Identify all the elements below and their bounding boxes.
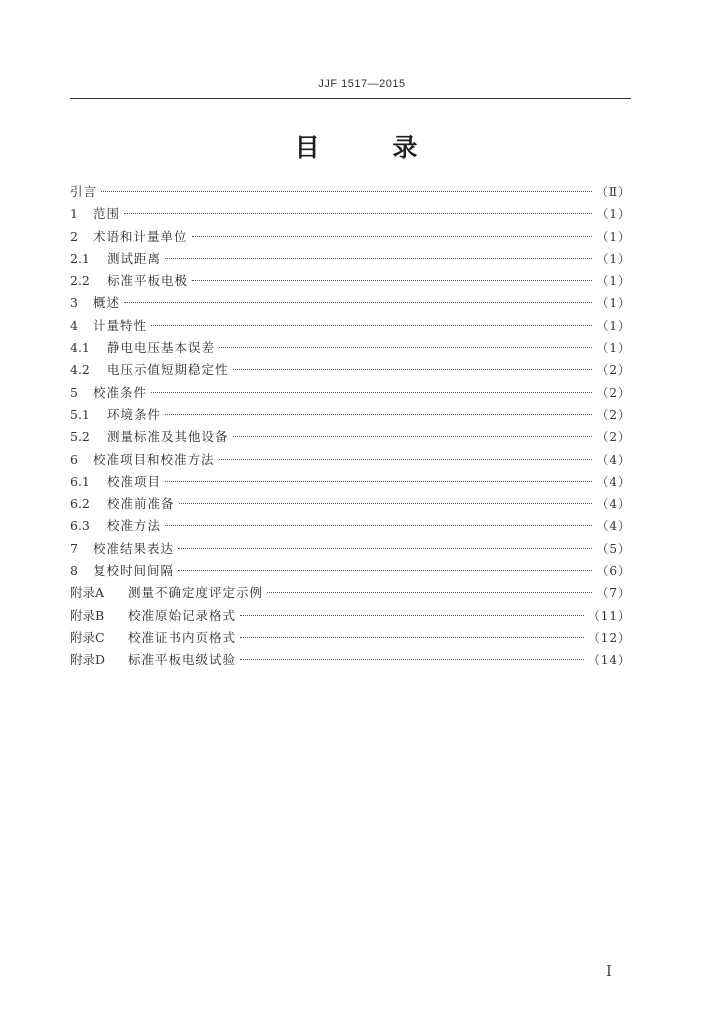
toc-entry[interactable] — [70, 605, 631, 627]
header-rule — [70, 98, 631, 99]
toc-entry[interactable] — [70, 226, 631, 248]
toc-entry-label: 环境条件 — [107, 406, 162, 422]
page-number: I — [606, 962, 612, 980]
toc-entry-label: 标准平板电级试验 — [128, 652, 237, 668]
toc-entry-number: 4 — [70, 317, 78, 333]
toc-entry-label: 标准平板电极 — [107, 273, 189, 289]
toc-entry[interactable] — [70, 248, 631, 270]
toc-entry-page: （2） — [596, 407, 631, 422]
toc-entry-number: 7 — [70, 540, 78, 556]
toc-entry-label: 测量不确定度评定示例 — [128, 585, 264, 601]
toc-entry-page: （12） — [587, 630, 631, 645]
toc-entry-page: （1） — [596, 318, 631, 333]
toc-leader-dots — [233, 436, 593, 437]
toc-leader-dots — [219, 459, 593, 460]
toc-entry-label: 校准项目 — [107, 473, 162, 489]
toc-entry[interactable] — [70, 471, 631, 493]
toc-leader-dots — [179, 503, 593, 504]
toc-entry-page: （11） — [587, 608, 631, 623]
toc-entry-number: 2.2 — [70, 273, 90, 289]
toc-entry-page: （2） — [596, 363, 631, 378]
toc-entry-number: 4.1 — [70, 340, 90, 356]
toc-entry-page: （4） — [596, 474, 631, 489]
toc-entry[interactable] — [70, 538, 631, 560]
toc-entry-label: 校准原始记录格式 — [128, 607, 237, 623]
toc-entry-number: 5 — [70, 384, 78, 400]
toc-entry-page: （1） — [596, 207, 631, 222]
toc-entry-number: 2 — [70, 228, 78, 244]
toc-leader-dots — [165, 258, 592, 259]
toc-entry-number: 附录C — [70, 629, 105, 645]
toc-leader-dots — [178, 548, 592, 549]
document-code-header: JJF 1517—2015 — [318, 78, 406, 90]
toc-entry[interactable] — [70, 359, 631, 381]
toc-entry-number: 1 — [70, 206, 78, 222]
toc-entry-page: （1） — [596, 229, 631, 244]
toc-entry-label: 校准条件 — [93, 384, 148, 400]
toc-entry-page: （2） — [596, 385, 631, 400]
toc-entry-label: 校准前准备 — [107, 496, 175, 512]
toc-entry[interactable] — [70, 404, 631, 426]
toc-entry-number: 6 — [70, 451, 78, 467]
toc-leader-dots — [240, 615, 584, 616]
toc-leader-dots — [151, 325, 592, 326]
toc-entry[interactable] — [70, 582, 631, 604]
toc-entry-page: （1） — [596, 341, 631, 356]
toc-leader-dots — [192, 236, 593, 237]
toc-entry[interactable] — [70, 292, 631, 314]
toc-entry-number: 附录A — [70, 585, 105, 601]
toc-entry[interactable] — [70, 270, 631, 292]
toc-entry[interactable] — [70, 181, 631, 203]
toc-entry-page: （Ⅱ） — [595, 185, 631, 199]
toc-entry[interactable] — [70, 560, 631, 582]
toc-entry[interactable] — [70, 627, 631, 649]
toc-entry-number: 6.3 — [70, 518, 90, 534]
toc-entry[interactable] — [70, 449, 631, 471]
toc-leader-dots — [240, 637, 584, 638]
toc-entry[interactable] — [70, 203, 631, 225]
toc-entry-number: 5.1 — [70, 406, 90, 422]
table-of-contents — [70, 181, 631, 672]
toc-entry-label: 校准结果表达 — [93, 540, 175, 556]
toc-entry-number: 6.2 — [70, 496, 90, 512]
toc-leader-dots — [178, 570, 592, 571]
toc-entry-page: （14） — [587, 653, 631, 668]
toc-entry-label: 引言 — [70, 184, 98, 199]
toc-entry-number: 8 — [70, 563, 78, 579]
toc-entry-label: 电压示值短期稳定性 — [107, 362, 229, 378]
toc-entry-page: （4） — [596, 497, 631, 512]
toc-entry-page: （4） — [596, 452, 631, 467]
toc-entry-number: 4.2 — [70, 362, 90, 378]
toc-entry[interactable] — [70, 337, 631, 359]
toc-entry-label: 测量标准及其他设备 — [107, 429, 229, 445]
toc-entry-label: 校准项目和校准方法 — [93, 451, 215, 467]
toc-leader-dots — [165, 414, 592, 415]
toc-entry-label: 校准方法 — [107, 518, 162, 534]
toc-leader-dots — [192, 280, 592, 281]
toc-entry[interactable] — [70, 315, 631, 337]
toc-entry-label: 概述 — [93, 295, 121, 311]
toc-entry-page: （7） — [596, 586, 631, 601]
toc-leader-dots — [165, 525, 592, 526]
toc-leader-dots — [267, 592, 592, 593]
toc-entry[interactable] — [70, 649, 631, 671]
toc-leader-dots — [219, 347, 592, 348]
toc-leader-dots — [101, 191, 592, 192]
toc-leader-dots — [151, 392, 592, 393]
toc-entry-number: 6.1 — [70, 473, 90, 489]
toc-entry-label: 范围 — [93, 206, 121, 222]
toc-entry-page: （2） — [596, 430, 631, 445]
toc-entry-number: 2.1 — [70, 250, 90, 266]
toc-leader-dots — [124, 302, 592, 303]
toc-entry-page: （1） — [596, 274, 631, 289]
toc-entry-label: 静电电压基本误差 — [107, 340, 216, 356]
toc-entry-label: 测试距离 — [107, 250, 162, 266]
toc-entry[interactable] — [70, 515, 631, 537]
toc-entry-label: 术语和计量单位 — [93, 228, 188, 244]
toc-entry-number: 3 — [70, 295, 78, 311]
toc-entry-number: 附录D — [70, 652, 106, 668]
toc-entry-page: （1） — [596, 296, 631, 311]
toc-entry-page: （6） — [596, 564, 631, 579]
toc-entry[interactable] — [70, 382, 631, 404]
toc-entry-page: （1） — [596, 251, 631, 266]
toc-entry-number: 附录B — [70, 607, 105, 623]
toc-entry-number: 5.2 — [70, 429, 90, 445]
toc-leader-dots — [165, 481, 592, 482]
toc-entry-label: 计量特性 — [93, 317, 148, 333]
toc-entry-page: （4） — [596, 519, 631, 534]
toc-entry[interactable] — [70, 493, 631, 515]
toc-entry[interactable] — [70, 426, 631, 448]
page-title: 目 录 — [294, 133, 450, 162]
toc-entry-label: 校准证书内页格式 — [128, 629, 237, 645]
toc-entry-label: 复校时间间隔 — [93, 563, 175, 579]
toc-leader-dots — [240, 659, 584, 660]
toc-leader-dots — [124, 213, 592, 214]
toc-entry-page: （5） — [596, 541, 631, 556]
toc-leader-dots — [233, 369, 593, 370]
